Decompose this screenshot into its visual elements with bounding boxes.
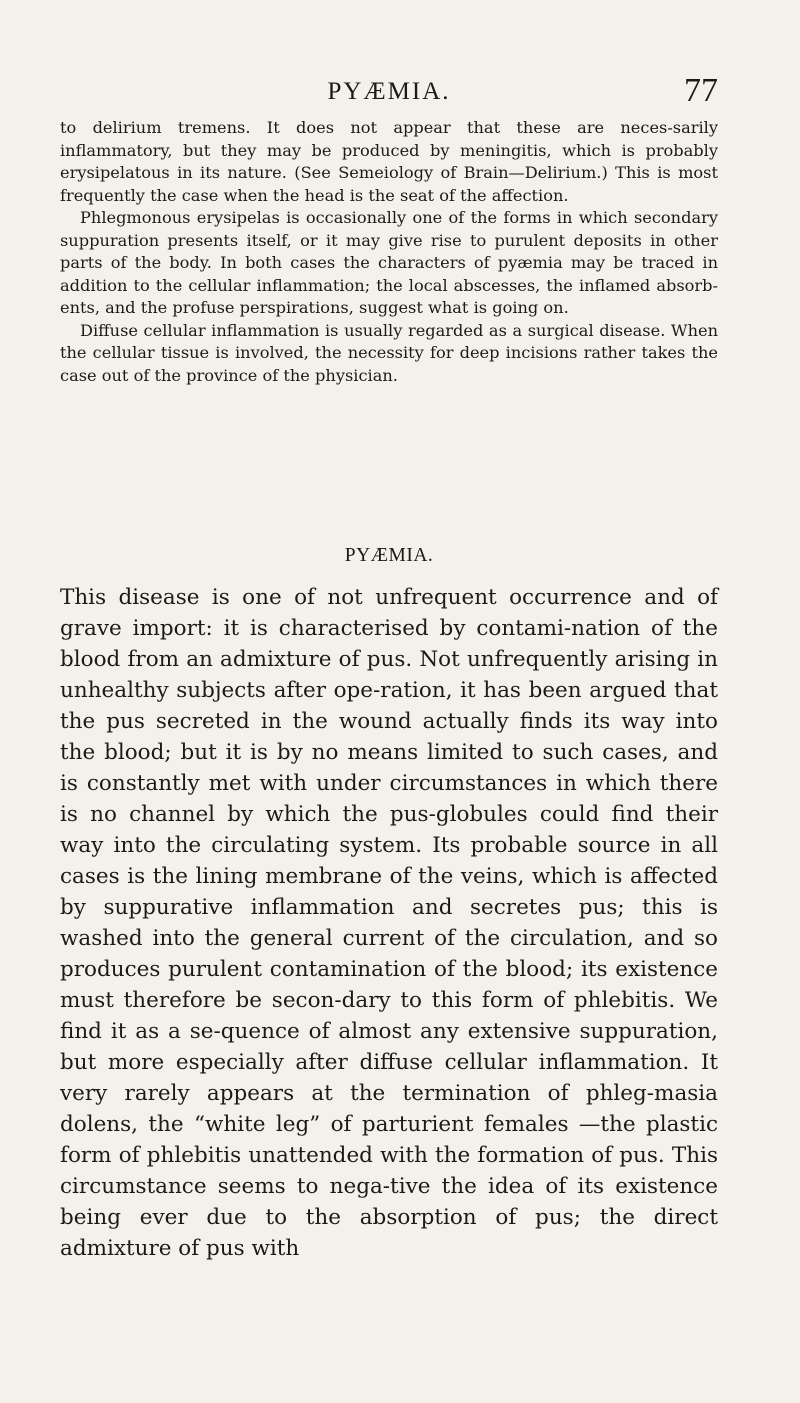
section-body <box>60 582 718 1264</box>
paragraph-phlegmonous-erysipelas: Phlegmonous erysipelas is occasionally one of the forms in which secondary suppuration presents itself, or it may give rise to purulent deposits in other parts of the body. In both cases the characters of pyæmia may be traced in addition to the cellular inflammation; the local abscesses, the inflamed absorb-ents, and the profuse perspirations, suggest what is going on. <box>60 208 718 317</box>
page-number: 77 <box>684 72 718 109</box>
paragraph-pyaemia: This disease is one of not unfrequent occurrence and of grave import: it is characterised by contami-nation of the blood from an admixture of pus. Not unfrequently arising in unhealthy subjects after ope-ration, it has been argued that the pus secreted in the wound actually finds its way into the blood; but it is by no means limited to such cases, and is constantly met with under circumstances in which there is no channel by which the pus-globules could find their way into the circulating system. Its probable source in all cases is the lining membrane of the veins, which is affected by suppurative inflammation and secretes pus; this is washed into the general current of the circulation, and so produces purulent contamination of the blood; its existence must therefore be secon-dary to this form of phlebitis. We find it as a se-quence of almost any extensive suppuration, but more especially after diffuse cellular inflammation. It very rarely appears at the termination of phleg-masia dolens, the “white leg” of parturient females —the plastic form of phlebitis unattended with the formation of pus. This circumstance seems to nega-tive the idea of its existence being ever due to the absorption of pus; the direct admixture of pus with <box>60 585 718 1261</box>
running-head <box>60 72 718 112</box>
continued-text <box>60 117 718 387</box>
paragraph-delirium: to delirium tremens. It does not appear that these are neces-sarily inflammatory, but they may be produced by meningitis, which is probably erysipelatous in its nature. (See Semeiology of Brain—Delirium.) This is most frequently the case when the head is the seat of the affection. <box>60 118 718 205</box>
running-title: PYÆMIA. <box>327 78 451 105</box>
paragraph-diffuse-cellular-inflammation: Diffuse cellular inflammation is usually regarded as a surgical disease. When the cellular tissue is involved, the necessity for deep incisions rather takes the case out of the province of the physician. <box>60 320 718 385</box>
section-heading: PYÆMIA. <box>344 545 434 566</box>
